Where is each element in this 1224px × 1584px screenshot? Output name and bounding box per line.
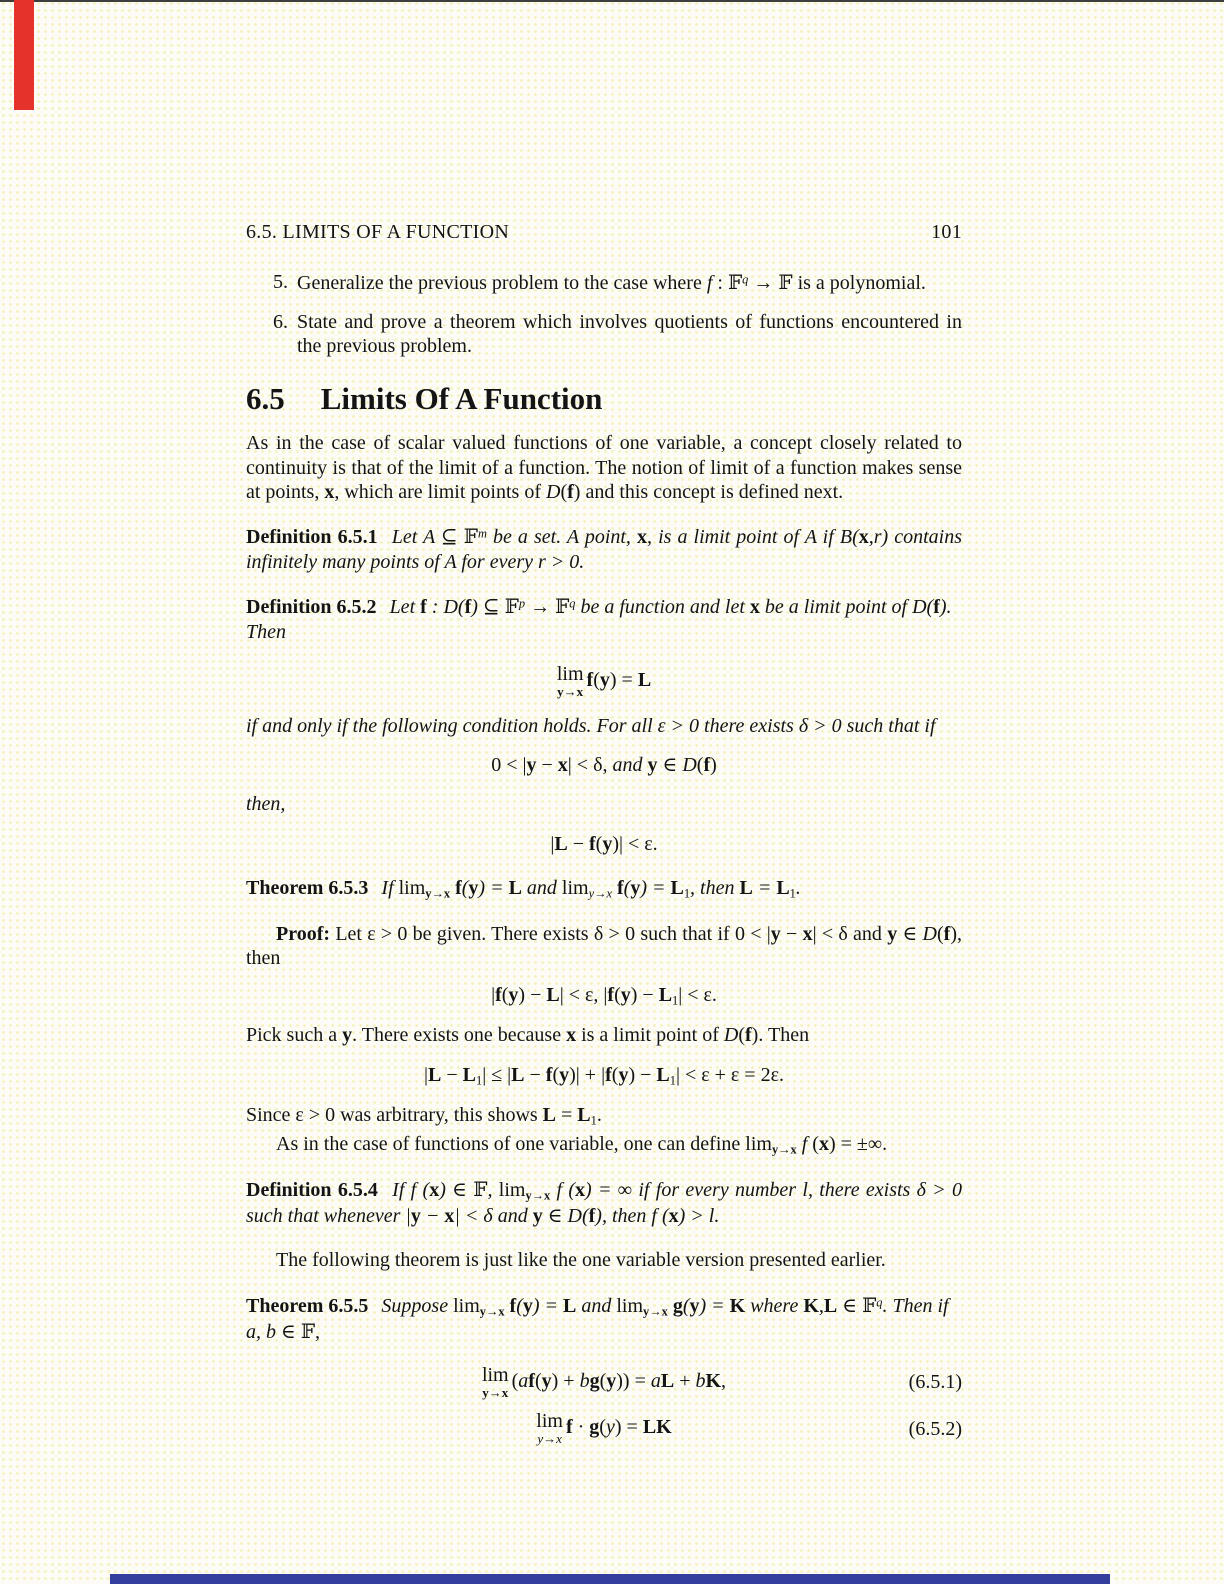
- text-segment: y: [522, 1294, 533, 1317]
- text-segment: =: [752, 877, 777, 900]
- text-segment: Let: [389, 596, 421, 619]
- text-segment: ) =: [699, 1294, 730, 1317]
- block-body: [246, 1104, 602, 1126]
- equation: [482, 1365, 726, 1400]
- text-segment: (: [611, 1063, 619, 1086]
- text-segment: L: [428, 1063, 442, 1086]
- text-segment: g: [589, 1416, 600, 1439]
- text-segment: ) = ∞ if for every number l, there exists δ > 0 such that whenever |: [246, 1179, 963, 1227]
- text-segment: D: [723, 1024, 739, 1047]
- text-segment: x: [637, 526, 648, 549]
- text-segment: :: [712, 272, 728, 295]
- text-segment: f: [495, 983, 502, 1006]
- text-segment: y: [606, 1369, 617, 1392]
- text-segment: y: [599, 668, 610, 691]
- section-number: 6.5: [246, 380, 285, 416]
- text-segment: y: [532, 1204, 543, 1227]
- text-segment: | < δ and: [454, 1204, 533, 1227]
- text-segment: ∈: [657, 753, 683, 776]
- text-segment: ,: [487, 1179, 499, 1202]
- text-segment: −: [441, 1063, 463, 1086]
- text-segment: lim: [745, 1132, 772, 1155]
- block-label: Theorem 6.5.5: [246, 1294, 369, 1317]
- text-segment: Then: [246, 620, 286, 643]
- text-segment: y: [559, 1063, 570, 1086]
- text-segment: a: [650, 1369, 661, 1392]
- text-segment: ,r) contains infinitely many points of A for every r > 0.: [246, 526, 963, 573]
- definition: [246, 524, 962, 574]
- text-segment: (: [511, 1369, 519, 1392]
- text-segment: f: [605, 1063, 612, 1086]
- text-segment: ) > l.: [678, 1204, 720, 1227]
- text-segment: | < ε, |: [559, 983, 608, 1006]
- text-segment: y: [605, 1416, 615, 1439]
- text-segment: =: [556, 1104, 578, 1127]
- text-segment: x: [668, 1204, 679, 1227]
- paragraph: [246, 1023, 962, 1047]
- text-segment: ) =: [609, 668, 638, 691]
- text-segment: y: [689, 1294, 700, 1317]
- text-segment: . There exists one because: [352, 1024, 567, 1047]
- text-segment: (: [461, 877, 469, 900]
- text-segment: f: [588, 832, 596, 855]
- text-segment: (: [560, 480, 568, 503]
- text-segment: 𝔽: [778, 270, 793, 295]
- text-segment: y: [618, 1063, 629, 1086]
- text-segment: | ≤ |: [482, 1063, 512, 1086]
- text-segment: f (: [550, 1179, 576, 1202]
- text-segment: 𝔽: [862, 1292, 877, 1317]
- running-header: [246, 220, 962, 244]
- block-body: [246, 1024, 809, 1046]
- text-segment: If f (: [392, 1179, 430, 1202]
- text-segment: y→x: [588, 886, 612, 901]
- text-segment: f: [528, 1369, 535, 1392]
- text-segment: f: [464, 596, 472, 619]
- text-segment: Since ε > 0 was arbitrary, this shows: [246, 1104, 543, 1127]
- text-segment: D: [922, 922, 937, 945]
- equation: [557, 664, 651, 699]
- text-segment: | < ε.: [678, 983, 717, 1006]
- equation: [491, 753, 717, 777]
- text-segment: f: [455, 877, 462, 900]
- text-segment: 𝔽: [473, 1177, 488, 1202]
- block-body: [276, 1133, 887, 1155]
- text-segment: K: [705, 1369, 722, 1392]
- page-top-edge: [0, 0, 1224, 2]
- text-segment: )| < ε.: [612, 832, 658, 855]
- display-equation: [246, 1063, 962, 1089]
- paragraph: [246, 1248, 962, 1272]
- text-segment: y: [410, 1204, 421, 1227]
- text-segment: −: [567, 832, 589, 855]
- text-segment: lim: [453, 1294, 480, 1317]
- red-edge-mark: [14, 0, 34, 110]
- text-segment: m: [477, 526, 487, 541]
- text-segment: y: [541, 1369, 552, 1392]
- text-segment: ) ∈: [439, 1179, 474, 1202]
- text-segment: (: [534, 1369, 542, 1392]
- block-body: [246, 432, 962, 503]
- text-segment: L: [542, 1104, 557, 1127]
- list-item-number: 5.: [273, 271, 288, 294]
- text-segment: y: [342, 1024, 353, 1047]
- text-segment: x: [324, 480, 335, 503]
- text-segment: | < δ and: [812, 922, 888, 945]
- text-segment: a: [518, 1369, 529, 1392]
- text-segment: y: [526, 753, 537, 776]
- text-segment: )) =: [616, 1369, 651, 1392]
- text-segment: +: [674, 1369, 696, 1392]
- text-segment: f: [565, 1416, 573, 1439]
- text-segment: ) = ±∞.: [828, 1132, 888, 1155]
- limit-word: lim: [536, 1410, 563, 1433]
- text-segment: y: [508, 983, 519, 1006]
- section-title: Limits Of A Function: [320, 380, 603, 416]
- text-segment: y→x: [643, 1304, 668, 1319]
- equation-tag: (6.5.1): [908, 1370, 962, 1393]
- text-segment: L: [823, 1294, 838, 1317]
- block-body: [246, 793, 285, 815]
- text-segment: ) −: [630, 983, 659, 1006]
- text-segment: L: [462, 1063, 476, 1086]
- text-segment: y→x: [425, 886, 451, 901]
- text-segment: ·: [572, 1416, 590, 1439]
- theorem: [246, 876, 962, 902]
- text-segment: 0 < |: [491, 753, 527, 776]
- list-item: [246, 310, 962, 359]
- text-segment: : D(: [426, 596, 465, 619]
- text-segment: (: [599, 1369, 607, 1392]
- text-segment: L: [546, 983, 560, 1006]
- text-segment: ) =: [640, 877, 671, 900]
- text-segment: 1: [590, 1113, 597, 1128]
- text-segment: | < δ,: [567, 753, 613, 776]
- text-segment: , is a limit point of A if B(: [647, 526, 859, 549]
- text-segment: |: [491, 983, 496, 1006]
- text-segment: −: [420, 1204, 445, 1227]
- display-equation: [246, 664, 962, 699]
- text-segment: f: [706, 272, 713, 295]
- text-segment: L: [511, 1063, 525, 1086]
- text-segment: L: [554, 832, 568, 855]
- text-segment: .: [596, 1104, 602, 1127]
- text-segment: x: [566, 1024, 577, 1047]
- text-segment: ∈: [897, 922, 923, 945]
- text-segment: b: [695, 1369, 706, 1392]
- text-segment: ∈: [837, 1294, 863, 1317]
- text-segment: g: [672, 1294, 683, 1317]
- text-segment: be a set. A point,: [486, 526, 638, 549]
- paragraph: [246, 431, 962, 504]
- limit-operator: [482, 1365, 509, 1400]
- text-segment: x: [557, 753, 568, 776]
- text-segment: f: [567, 480, 574, 503]
- text-segment: 𝔽: [555, 594, 570, 619]
- text-segment: As in the case of functions of one variable, one can define: [276, 1132, 746, 1155]
- text-segment: 1: [683, 886, 691, 901]
- block-label: Definition 6.5.1: [246, 526, 378, 549]
- text-segment: Suppose: [381, 1294, 454, 1317]
- text-segment: x: [749, 596, 760, 619]
- text-segment: f: [801, 1132, 808, 1155]
- text-segment: The following theorem is just like the one variable version presented earlier.: [276, 1249, 886, 1272]
- list-item-number: 6.: [273, 310, 288, 333]
- text-segment: x: [858, 526, 869, 549]
- equation: [550, 832, 657, 856]
- text-segment: −: [780, 922, 803, 945]
- text-segment: f: [607, 983, 615, 1006]
- text-segment: (: [599, 1416, 606, 1439]
- text-segment: L: [670, 877, 684, 900]
- text-segment: a, b ∈: [246, 1321, 301, 1344]
- text-segment: f: [588, 1204, 596, 1227]
- limit-subscript: y→x: [537, 1431, 562, 1447]
- text-segment: y: [887, 922, 898, 945]
- text-segment: x: [802, 922, 813, 945]
- text-segment: K: [729, 1294, 746, 1317]
- text-segment: , then: [690, 877, 740, 900]
- text-segment: f: [616, 877, 624, 900]
- text-segment: ): [710, 753, 717, 776]
- text-segment: ) =: [614, 1416, 643, 1439]
- text-segment: −: [524, 1063, 546, 1086]
- text-segment: ) −: [628, 1063, 657, 1086]
- text-segment: lim: [498, 1179, 526, 1202]
- text-segment: L: [563, 1294, 577, 1317]
- text-segment: ,: [818, 1294, 824, 1317]
- text-segment: ). Then: [751, 1024, 810, 1047]
- text-segment: y: [602, 832, 613, 855]
- limit-word: lim: [481, 1363, 509, 1386]
- equation-tag: (6.5.2): [908, 1417, 962, 1440]
- text-segment: Proof:: [276, 922, 331, 945]
- proof-paragraph: [246, 922, 962, 971]
- theorem: [246, 1293, 962, 1345]
- text-segment: State and prove a theorem which involves quotients of functions encountered in the previous problem.: [297, 310, 962, 358]
- text-segment: lim: [398, 877, 426, 900]
- text-segment: L: [577, 1104, 591, 1127]
- text-segment: be a limit point of D(: [759, 596, 934, 619]
- text-segment: and: [612, 753, 648, 776]
- text-segment: x: [444, 1204, 455, 1227]
- text-segment: L: [637, 668, 652, 691]
- text-segment: ), then f (: [595, 1204, 669, 1227]
- text-segment: b: [579, 1369, 590, 1392]
- text-segment: if and only if the following condition holds. For all ε > 0 there exists δ > 0 such that if: [246, 714, 936, 737]
- text-segment: and: [521, 877, 562, 900]
- text-segment: y: [468, 877, 479, 900]
- text-segment: f: [943, 922, 951, 945]
- paragraph: [246, 792, 962, 816]
- text-segment: L: [508, 877, 522, 900]
- limit-operator: [557, 664, 584, 699]
- text-segment: Let ε > 0 be given. There exists δ > 0 such that if 0 < |: [330, 922, 771, 945]
- text-segment: Let A ⊆: [391, 526, 464, 549]
- text-segment: ) =: [532, 1294, 564, 1317]
- text-segment: (: [623, 877, 631, 900]
- text-segment: 1: [672, 992, 679, 1007]
- page-content: [246, 220, 962, 1458]
- text-segment: and: [576, 1294, 617, 1317]
- text-segment: ,: [315, 1321, 321, 1344]
- text-segment: q: [569, 596, 576, 611]
- text-segment: L: [642, 1416, 657, 1439]
- text-segment: f: [586, 668, 594, 691]
- display-equation: [246, 1411, 962, 1446]
- text-segment: 𝔽: [727, 270, 743, 295]
- list-item-text: [297, 311, 962, 357]
- text-segment: (: [738, 1024, 745, 1047]
- text-segment: Generalize the previous problem to the case where: [297, 272, 707, 295]
- running-header-title: 6.5. LIMITS OF A FUNCTION: [246, 221, 510, 243]
- block-label: Definition 6.5.2: [246, 596, 377, 619]
- text-segment: q: [742, 272, 749, 287]
- text-segment: 𝔽: [504, 594, 519, 619]
- text-segment: ) =: [478, 877, 509, 900]
- text-segment: f: [933, 596, 940, 619]
- text-segment: p: [518, 596, 526, 611]
- text-segment: y: [647, 753, 658, 776]
- text-segment: L: [658, 983, 673, 1006]
- section-heading: [246, 381, 962, 417]
- text-segment: (: [552, 1063, 560, 1086]
- text-segment: y: [770, 922, 781, 945]
- text-segment: y→x: [525, 1188, 551, 1203]
- paragraph: [246, 714, 962, 738]
- text-segment: D: [545, 480, 561, 503]
- text-segment: (: [593, 668, 600, 691]
- text-segment: ), then: [246, 922, 962, 970]
- text-segment: y: [620, 983, 631, 1006]
- text-segment: ) and this concept is defined next.: [573, 480, 844, 503]
- display-equation: [246, 832, 962, 856]
- block-body: [381, 877, 800, 899]
- text-segment: →: [748, 272, 779, 295]
- text-segment: ) ⊆: [471, 596, 505, 619]
- text-segment: 1: [789, 886, 796, 901]
- text-segment: D: [682, 753, 697, 776]
- page-number: 101: [931, 221, 962, 243]
- text-segment: x: [575, 1179, 586, 1202]
- text-segment: is a limit point of: [576, 1024, 724, 1047]
- text-segment: If: [381, 877, 399, 900]
- text-segment: lim: [561, 877, 589, 900]
- text-segment: f: [703, 753, 711, 776]
- text-segment: L: [656, 1063, 670, 1086]
- text-segment: As in the case of scalar valued functions of one variable, a concept closely related to continuity is that of the limit of a function. The notion of limit of a function makes sense at points,: [246, 432, 962, 503]
- text-segment: f: [420, 596, 427, 619]
- block-label: Theorem 6.5.3: [246, 877, 369, 900]
- text-segment: −: [536, 753, 558, 776]
- text-segment: →: [525, 596, 556, 619]
- limit-operator: [536, 1411, 563, 1446]
- text-segment: ∈ D(: [542, 1204, 589, 1227]
- text-segment: y: [630, 877, 641, 900]
- text-segment: 1: [475, 1072, 483, 1087]
- page-body: [246, 270, 962, 1446]
- paragraph: [246, 1132, 962, 1158]
- text-segment: x: [818, 1132, 829, 1155]
- text-segment: be a function and let: [575, 596, 750, 619]
- text-segment: ,: [721, 1369, 727, 1392]
- text-segment: (: [501, 983, 509, 1006]
- text-segment: g: [589, 1369, 600, 1392]
- text-segment: y→x: [771, 1142, 797, 1157]
- text-segment: . Then if: [882, 1294, 949, 1317]
- text-segment: , which are limit points of: [334, 480, 546, 503]
- text-segment: f: [509, 1294, 517, 1317]
- display-equation: [246, 983, 962, 1009]
- text-segment: x: [429, 1179, 440, 1202]
- text-segment: y→x: [479, 1304, 505, 1319]
- limit-word: lim: [556, 662, 584, 685]
- text-segment: |: [550, 832, 555, 855]
- block-label: Definition 6.5.4: [246, 1179, 378, 1202]
- list-item-text: [297, 272, 926, 294]
- text-segment: (: [516, 1294, 523, 1317]
- paragraph: [246, 1103, 962, 1129]
- text-segment: where: [745, 1294, 804, 1317]
- text-segment: f: [545, 1063, 553, 1086]
- display-equation: [246, 753, 962, 777]
- text-segment: 𝔽: [463, 524, 478, 549]
- equation: [491, 983, 717, 1009]
- text-segment: .: [795, 877, 801, 900]
- text-segment: (: [682, 1294, 690, 1317]
- definition: [246, 1177, 962, 1228]
- equation: [536, 1411, 671, 1446]
- text-segment: Pick such a: [246, 1024, 343, 1047]
- text-segment: ) −: [518, 983, 547, 1006]
- text-segment: (: [807, 1132, 819, 1155]
- text-segment: ).: [939, 596, 952, 619]
- block-body: [246, 715, 936, 737]
- list-item: [246, 270, 962, 295]
- text-segment: |: [424, 1063, 429, 1086]
- text-segment: L: [776, 877, 790, 900]
- limit-subscript: y→x: [557, 683, 584, 699]
- text-segment: ) +: [551, 1369, 580, 1392]
- text-segment: (: [614, 983, 621, 1006]
- text-segment: 𝔽: [300, 1319, 316, 1344]
- text-segment: )| + |: [569, 1063, 606, 1086]
- text-segment: q: [876, 1295, 883, 1310]
- text-segment: is a polynomial.: [792, 272, 926, 295]
- text-segment: | < ε + ε = 2ε.: [675, 1063, 784, 1086]
- definition: [246, 594, 962, 644]
- text-segment: (: [595, 832, 603, 855]
- text-segment: 1: [669, 1072, 676, 1087]
- limit-subscript: y→x: [482, 1384, 509, 1400]
- text-segment: then,: [246, 793, 286, 816]
- text-segment: (: [696, 753, 704, 776]
- block-body: [246, 923, 962, 969]
- text-segment: f: [745, 1024, 752, 1047]
- text-segment: K: [656, 1416, 672, 1439]
- display-equation: [246, 1365, 962, 1400]
- blue-edge-mark: [110, 1574, 1110, 1584]
- text-segment: L: [660, 1369, 675, 1392]
- text-segment: lim: [616, 1294, 644, 1317]
- equation: [424, 1063, 784, 1089]
- text-segment: (: [936, 922, 944, 945]
- text-segment: K: [803, 1294, 819, 1317]
- block-body: [276, 1249, 886, 1271]
- text-segment: L: [739, 877, 753, 900]
